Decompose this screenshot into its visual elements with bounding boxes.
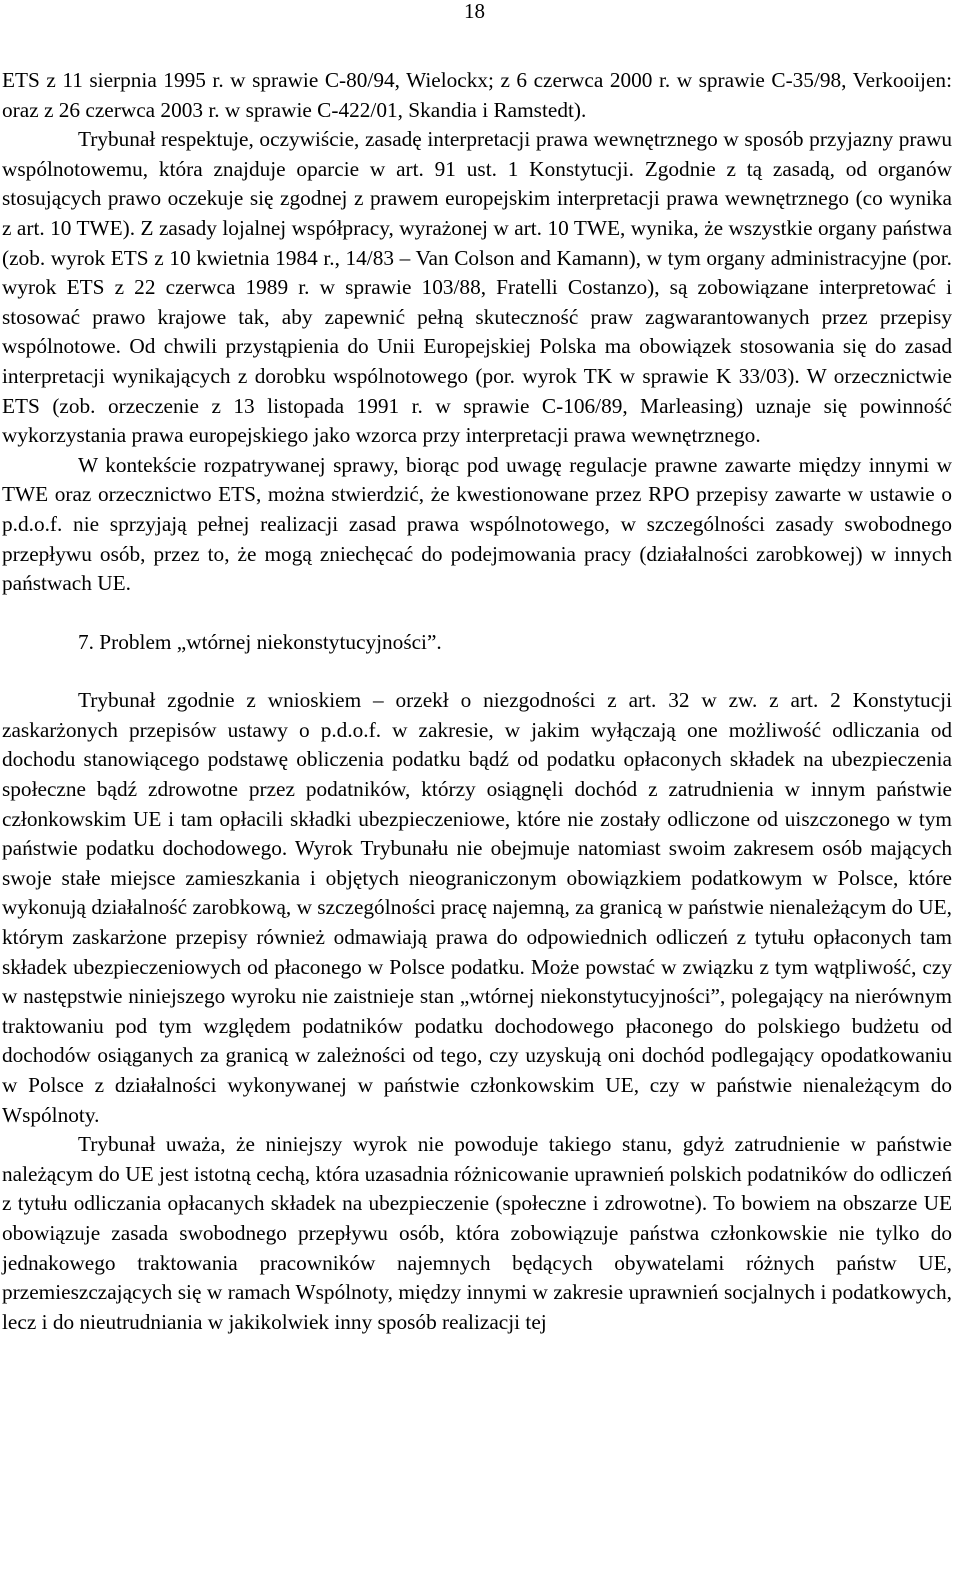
page-number: 18 (464, 0, 485, 23)
document-body (2, 66, 952, 1337)
paragraph-continuation: ETS z 11 sierpnia 1995 r. w sprawie C-80/94, Wielockx; z 6 czerwca 2000 r. w sprawie C-35/98, Verkooijen: oraz z 26 czerwca 2003 r. w sprawie C-422/01, Skandia i Ramstedt). (2, 68, 952, 122)
paragraph-ruling: Trybunał zgodnie z wnioskiem – orzekł o niezgodności z art. 32 w zw. z art. 2 Konstytucji zaskarżonych przepisów ustawy o p.d.o.f. w zakresie, w jakim wyłączają one możliwość odliczania od dochodu stanowiącego podstawę obliczenia podatku bądź od podatku opłaconych składek na ubezpieczenia społeczne bądź zdrowotne przez podatników, którzy osiągnęli dochód z zatrudnienia w innym państwie członkowskim UE i tam opłacili składki ubezpieczeniowe, które nie zostały odliczone od uiszczonego w tym państwie podatku dochodowego. Wyrok Trybunału nie obejmuje natomiast swoim zakresem osób mających swoje stałe miejsce zamieszkania i objętych nieograniczonym obowiązkiem podatkowym w Polsce, które wykonują działalność zarobkową, w szczególności pracę najemną, za granicą w państwie nienależącym do UE, którym zaskarżone przepisy również odmawiają prawa do odpowiednich odliczeń z tytułu opłaconych tam składek ubezpieczeniowych od płaconego w Polsce podatku. Może powstać w związku z tym wątpliwość, czy w następstwie niniejszego wyroku nie zaistnieje stan „wtórnej niekonstytucyjności”, polegający na nierównym traktowaniu pod tym względem podatników podatku dochodowego płaconego do polskiego budżetu od dochodów osiąganych za granicą w zależności od tego, czy uzyskują oni dochód podlegający opodatkowaniu w Polsce z działalności wykonywanej w państwie członkowskim UE, czy w państwie nienależącym do Wspólnoty. (2, 688, 952, 1127)
paragraph-context: W kontekście rozpatrywanej sprawy, biorąc pod uwagę regulacje prawne zawarte między innymi w TWE oraz orzecznictwo ETS, można stwierdzić, że kwestionowane przez RPO przepisy zawarte w ustawie o p.d.o.f. nie sprzyjają pełnej realizacji zasad prawa wspólnotowego, w szczególności zasady swobodnego przepływu osób, przez to, że mogą zniechęcać do podejmowania pracy (działalności zarobkowej) w innych państwach UE. (2, 452, 952, 596)
paragraph-interpretation: Trybunał respektuje, oczywiście, zasadę interpretacji prawa wewnętrznego w sposób przyjazny prawu wspólnotowemu, która znajduje oparcie w art. 91 ust. 1 Konstytucji. Zgodnie z tą zasadą, od organów stosujących prawo oczekuje się zgodnej z prawem europejskim interpretacji prawa wewnętrznego (co wynika z art. 10 TWE). Z zasady lojalnej współpracy, wyrażonej w art. 10 TWE, wynika, że wszystkie organy państwa (zob. wyrok ETS z 10 kwietnia 1984 r., 14/83 – Van Colson and Kamann), w tym organy administracyjne (por. wyrok ETS z 22 czerwca 1989 r. w sprawie 103/88, Fratelli Costanzo), są zobowiązane interpretować i stosować prawo krajowe tak, aby zapewnić pełną skuteczność praw zagwarantowanych przez przepisy wspólnotowe. Od chwili przystąpienia do Unii Europejskiej Polska ma obowiązek stosowania się do zasad interpretacji wynikających z dorobku wspólnotowego (por. wyrok TK w sprawie K 33/03). W orzecznictwie ETS (zob. orzeczenie z 13 listopada 1991 r. w sprawie C-106/89, Marleasing) uznaje się powinność wykorzystania prawa europejskiego jako wzorca przy interpretacji prawa wewnętrznego. (2, 127, 952, 448)
section-heading: 7. Problem „wtórnej niekonstytucyjności”. (78, 629, 442, 654)
paragraph-tribunal-opinion: Trybunał uważa, że niniejszy wyrok nie powoduje takiego stanu, gdyż zatrudnienie w państwie należącym do UE jest istotną cechą, która uzasadnia różnicowanie uprawnień polskich podatników do odliczeń z tytułu odliczania opłacanych składek na ubezpieczenie (społeczne i zdrowotne). To bowiem na obszarze UE obowiązuje zasada swobodnego przepływu osób, która zobowiązuje państwa członkowskie nie tylko do jednakowego traktowania pracowników najemnych będących obywatelami różnych państw UE, przemieszczających się w ramach Wspólnoty, między innymi w zakresie uprawnień socjalnych i podatkowych, lecz i do nieutrudniania w jakikolwiek inny sposób realizacji tej (2, 1132, 952, 1334)
